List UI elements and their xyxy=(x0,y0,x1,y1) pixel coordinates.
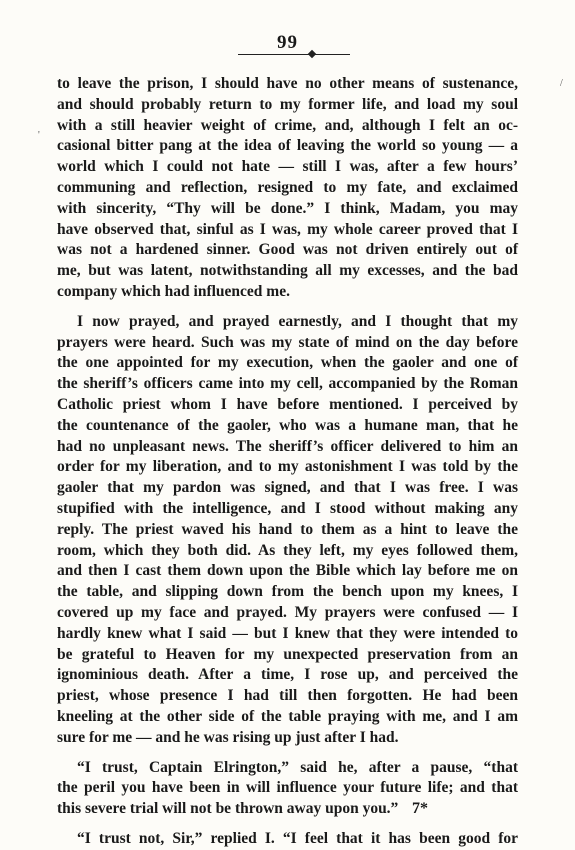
paragraph xyxy=(57,312,518,749)
text-line: gaoler that my pardon was signed, and that I was free. I was xyxy=(57,479,518,497)
text-line: stupified with the intelligence, and I stood without making any xyxy=(57,499,518,517)
text-line: “I trust not, Sir,” replied I. “I feel that it has been good for xyxy=(77,829,518,847)
text-line: was not a hardened sinner. Good was not driven entirely out of xyxy=(57,241,518,259)
text-line: prayers were heard. Such was my state of mind on the day before xyxy=(57,333,518,351)
text-line: communing and reflection, resigned to my fate, and exclaimed xyxy=(57,178,518,196)
stray-mark: ' xyxy=(38,130,40,141)
text-line: and then I cast them down upon the Bible which lay before me on xyxy=(57,562,518,580)
text-line: room, which they both did. As they left, my eyes followed them, xyxy=(57,541,518,559)
paragraph-gap xyxy=(57,749,518,758)
stray-mark: / xyxy=(560,78,563,89)
text-line: the sheriff’s officers came into my cell, accompanied by the Roman xyxy=(57,375,518,393)
text-line: with a still heavier weight of crime, and, although I felt an oc- xyxy=(57,116,518,134)
paragraph xyxy=(57,74,518,303)
paragraph-gap xyxy=(57,303,518,312)
text-line: I now prayed, and prayed earnestly, and I thought that my xyxy=(77,312,518,330)
text-line: and should probably return to my former life, and load my soul xyxy=(57,95,518,113)
text-line: the countenance of the gaoler, who was a humane man, that he xyxy=(57,416,518,434)
text-line: had no unpleasant news. The sheriff’s officer delivered to him an xyxy=(57,437,518,455)
text-line: with sincerity, “Thy will be done.” I think, Madam, you may xyxy=(57,199,518,217)
text-line: this severe trial will not be thrown away upon you.” xyxy=(57,800,399,818)
header-rule xyxy=(238,54,350,55)
text-line: casional bitter pang at the idea of leaving the world so young — a xyxy=(57,137,518,155)
signature-mark: 7* xyxy=(412,800,428,817)
text-line: world which I could not hate — still I was, after a few hours’ xyxy=(57,158,518,176)
text-line: to leave the prison, I should have no other means of sustenance, xyxy=(57,75,518,92)
text-line: sure for me — and he was rising up just after I had. xyxy=(57,728,399,746)
text-line: reply. The priest waved his hand to them as a hint to leave the xyxy=(57,520,518,538)
text-line: order for my liberation, and to my astonishment I was told by the xyxy=(57,458,518,476)
text-line: priest, whose presence I had till then forgotten. He had been xyxy=(57,687,518,705)
text-line: ignominious death. After a time, I rose up, and perceived the xyxy=(57,666,518,684)
paragraph-gap xyxy=(57,820,518,829)
text-line: be grateful to Heaven for my unexpected preservation from an xyxy=(57,645,518,663)
text-line: me, but was latent, notwithstanding all my excesses, and the bad xyxy=(57,262,518,280)
text-line: kneeling at the other side of the table praying with me, and I am xyxy=(57,707,518,725)
page-number: 99 xyxy=(277,32,298,53)
text-line: have observed that, sinful as I was, my whole career proved that I xyxy=(57,220,518,238)
text-line: covered up my face and prayed. My prayers were confused — I xyxy=(57,603,518,621)
text-line: hardly knew what I said — but I knew that they were intended to xyxy=(57,624,518,642)
page-body xyxy=(57,74,518,850)
text-line: “I trust, Captain Elrington,” said he, after a pause, “that xyxy=(77,758,518,776)
text-line: the peril you have been in will influence your future life; and that xyxy=(57,779,518,797)
text-line: Catholic priest whom I have before mentioned. I perceived by xyxy=(57,395,518,413)
text-line: the table, and slipping down from the bench upon my knees, I xyxy=(57,583,518,601)
paragraph xyxy=(57,758,518,820)
paragraph xyxy=(57,829,518,850)
text-line: the one appointed for my execution, when the gaoler and one of xyxy=(57,354,518,372)
text-line: company which had influenced me. xyxy=(57,282,290,300)
